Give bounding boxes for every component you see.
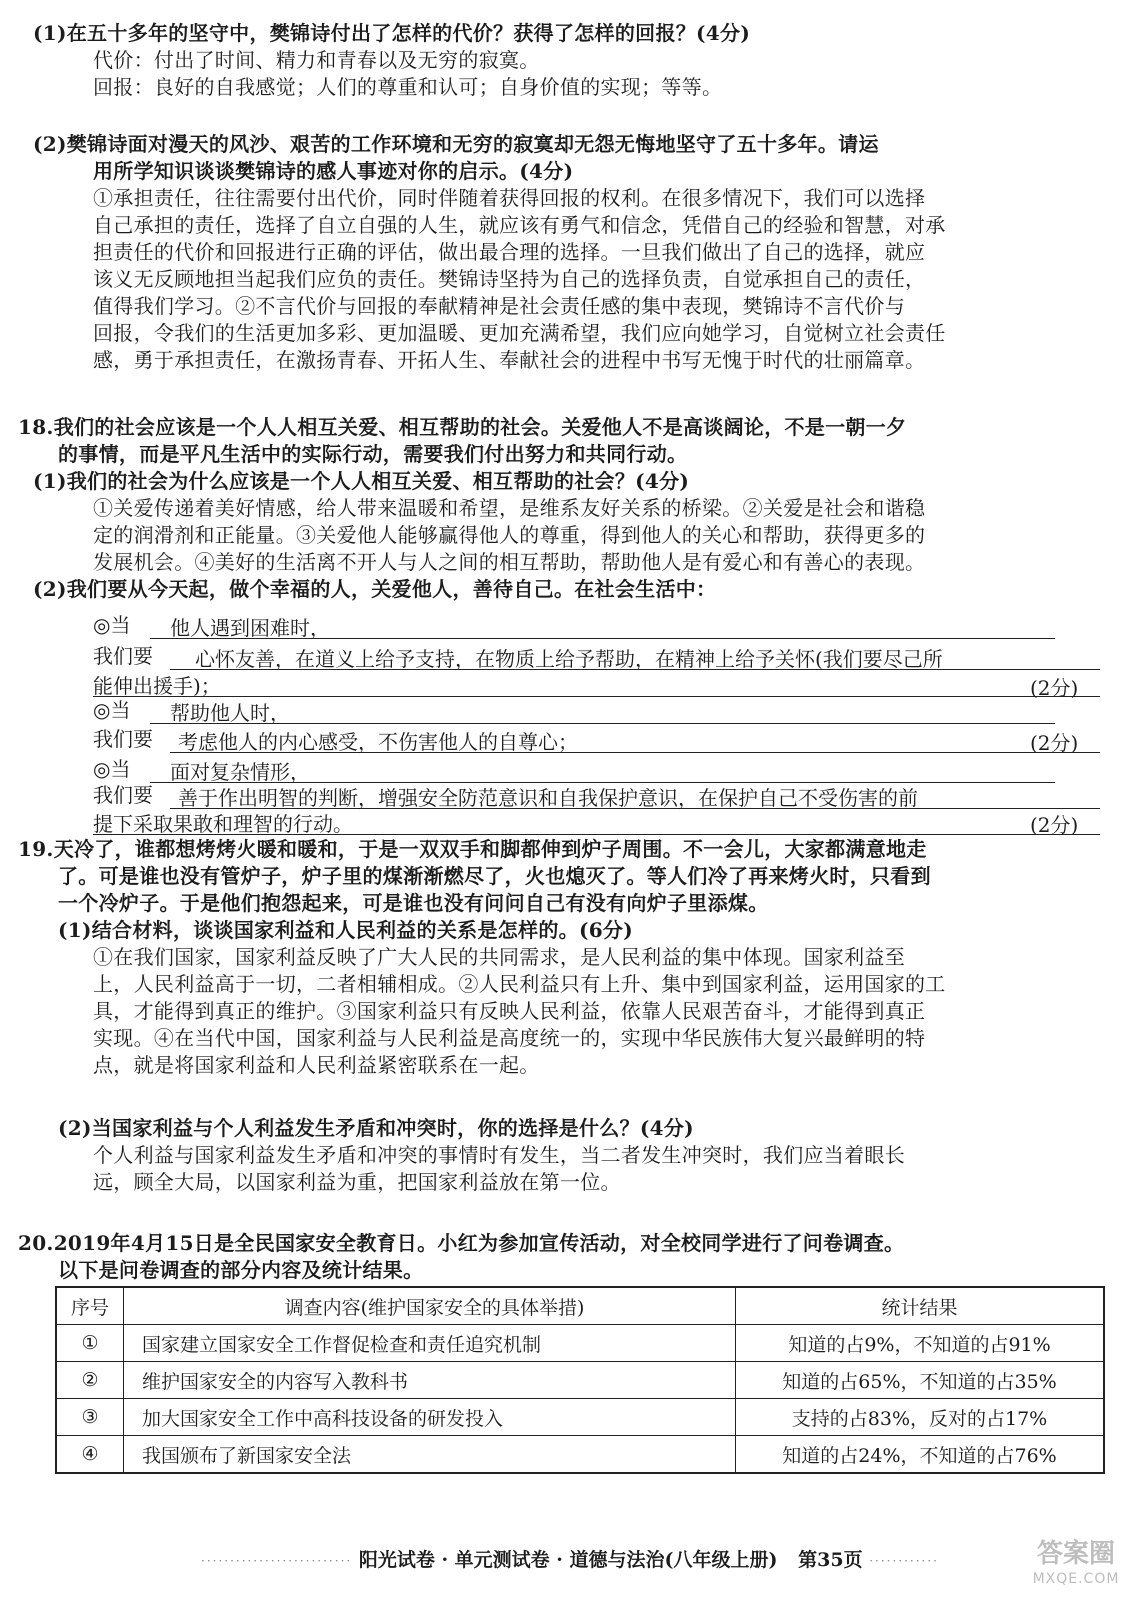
row-number: ③ [56,1399,124,1436]
q20-stem-line: 20.2019年4月15日是全民国家安全教育日。小红为参加宣传活动，对全校同学进行了问卷调查。 [18,1231,905,1255]
q19-p2-question: (2)当国家利益与个人利益发生矛盾和冲突时，你的选择是什么？(4分) [58,1116,694,1140]
q18-p1-answer-line: 定的润滑剂和正能量。③关爱他人能够赢得他人的尊重，得到他人的关心和帮助，获得更多的 [93,523,926,547]
survey-content: 维护国家安全的内容写入教科书 [124,1362,736,1399]
q17-p2-answer-line: 自己承担的责任，选择了自立自强的人生，就应该有勇气和信念，凭借自己的经验和智慧，对承 [93,213,946,237]
we-label: 我们要 [93,783,153,807]
score-label: (2分) [1030,731,1079,755]
q19-stem-line: 了。可是谁也没有管炉子，炉子里的煤渐渐燃尽了，火也熄灭了。等人们冷了再来烤火时，只看到 [58,864,931,888]
row-number: ① [56,1325,124,1362]
q17-p2-answer-line: 担责任的代价和回报进行正确的评估，做出最合理的选择。一旦我们做出了自己的选择，就应 [93,240,926,264]
q18-stem-line: 的事情，而是平凡生活中的实际行动，需要我们付出努力和共同行动。 [58,442,688,466]
q17-p2-question-line: 用所学知识谈谈樊锦诗的感人事迹对你的启示。(4分) [93,159,574,183]
row-number: ④ [56,1436,124,1474]
we-text: 善于作出明智的判断，增强安全防范意识和自我保护意识，在保护自己不受伤害的前 [178,786,918,810]
when-text: 他人遇到困难时， [170,616,330,640]
q17-p1-answer-line: 回报：良好的自我感觉；人们的尊重和认可；自身价值的实现；等等。 [93,75,723,99]
q19-p1-answer-line: ①在我们国家，国家利益反映了广大人民的共同需求，是人民利益的集中体现。国家利益至 [93,945,905,969]
survey-result: 知道的占24%，不知道的占76% [736,1436,1105,1474]
q17-p1-question: (1)在五十多年的坚守中，樊锦诗付出了怎样的代价？获得了怎样的回报？(4分) [33,21,751,45]
score-label: (2分) [1030,676,1079,700]
q17-p2-answer-line: 值得我们学习。②不言代价与回报的奉献精神是社会责任感的集中表现，樊锦诗不言代价与 [93,294,905,318]
survey-content: 国家建立国家安全工作督促检查和责任追究机制 [124,1325,736,1362]
q19-p1-answer-line: 上，人民利益高于一切，二者相辅相成。②人民利益只有上升、集中到国家利益，运用国家的工 [93,972,946,996]
survey-result: 知道的占9%，不知道的占91% [736,1325,1105,1362]
q17-p2-answer-line: 回报，令我们的生活更加多彩、更加温暖、更加充满希望，我们应向她学习，自觉树立社会责任 [93,321,946,345]
q19-p1-question: (1)结合材料，谈谈国家利益和人民利益的关系是怎样的。(6分) [58,918,633,942]
when-text: 面对复杂情形， [170,760,310,784]
table-row [56,1325,1104,1362]
table-header-row [56,1287,1104,1325]
survey-result: 知道的占65%，不知道的占35% [736,1362,1105,1399]
answer-underline [150,756,1055,783]
we-label: 我们要 [93,644,153,668]
answer-underline [150,697,1055,724]
q18-p1-answer-line: ①关爱传递着美好情感，给人带来温暖和希望，是维系友好关系的桥梁。②关爱是社会和谐稳 [93,496,926,520]
q18-p1-question: (1)我们的社会为什么应该是一个人人相互关爱、相互帮助的社会？(4分) [33,469,690,493]
survey-content: 加大国家安全工作中高科技设备的研发投入 [124,1399,736,1436]
we-text: 考虑他人的内心感受，不伤害他人的自尊心； [178,730,578,754]
q19-stem-line: 一个冷炉子。于是他们抱怨起来，可是谁也没有问问自己有没有向炉子里添煤。 [58,891,769,915]
when-label: ◎当 [93,698,131,722]
q17-p1-answer-line: 代价：付出了时间、精力和青春以及无穷的寂寞。 [93,48,540,72]
q17-p2-answer-line: ①承担责任，往往需要付出代价，同时伴随着获得回报的权利。在很多情况下，我们可以选择 [93,186,926,210]
q18 [18,414,925,603]
we-text: 心怀友善，在道义上给予支持，在物质上给予帮助，在精神上给予关怀(我们要尽己所 [195,647,943,671]
we-text-cont: 提下采取果敢和理智的行动。 [93,812,353,836]
table-row [56,1362,1104,1399]
watermark-logo [1021,1538,1131,1596]
answer-underline [150,612,1055,639]
page-number: 第35页 [798,1549,863,1571]
q19-p2-answer-line: 个人利益与国家利益发生矛盾和冲突的事情时有发生，当二者发生冲突时，我们应当着眼长 [93,1143,905,1167]
answer-underline [170,643,1100,670]
q18-stem-line: 18.我们的社会应该是一个人人相互关爱、相互帮助的社会。关爱他人不是高谈阔论，不是一朝一夕 [18,415,907,439]
answer-underline [170,726,1100,753]
q19-part2 [58,1115,905,1196]
when-label: ◎当 [93,757,131,781]
q17-part1 [33,20,750,101]
q19-p1-answer-line: 具，才能得到真正的维护。③国家利益只有反映人民利益，依靠人民艰苦奋斗，才能得到真正 [93,999,926,1023]
when-text: 帮助他人时， [170,701,290,725]
q17-p2-answer-line: 感，勇于承担责任，在激扬青春、开拓人生、奉献社会的进程中书写无愧于时代的壮丽篇章。 [93,348,926,372]
column-header: 统计结果 [736,1287,1105,1325]
survey-table [55,1286,1105,1474]
q17-part2 [33,131,946,374]
q19 [18,836,946,1079]
we-text-cont: 能伸出援手)； [93,674,221,698]
table-row [56,1399,1104,1436]
when-label: ◎当 [93,613,131,637]
answer-underline [93,670,1100,697]
q19-p2-answer-line: 远，顾全大局，以国家利益为重，把国家利益放在第一位。 [93,1170,621,1194]
q20-stem-line: 以下是问卷调查的部分内容及统计结果。 [58,1258,424,1282]
survey-content: 我国颁布了新国家安全法 [124,1436,736,1474]
footer-text: 阳光试卷 · 单元测试卷 · 道德与法治(八年级上册) [358,1549,778,1571]
watermark-main: 答案圈 [1036,1539,1115,1569]
watermark-sub: MXQE.COM [1032,1571,1120,1587]
row-number: ② [56,1362,124,1399]
q17-p2-question-line: (2)樊锦诗面对漫天的风沙、艰苦的工作环境和无穷的寂寞却无怨无悔地坚守了五十多年。请运 [33,132,879,156]
q19-stem-line: 19.天冷了，谁都想烤烤火暖和暖和，于是一双双手和脚都伸到炉子周围。不一会儿，大家都满意地走 [18,837,927,861]
footer-dots-right: ············ [869,1554,939,1568]
q18-p1-answer-line: 发展机会。④美好的生活离不开人与人之间的相互帮助，帮助他人是有爱心和有善心的表现。 [93,550,926,574]
answer-underline [170,782,1100,809]
q20 [18,1230,904,1284]
column-header: 序号 [56,1287,124,1325]
q17-p2-answer-line: 该义无反顾地担当起我们应负的责任。樊锦诗坚持为自己的选择负责，自觉承担自己的责任， [93,267,926,291]
table-row [56,1436,1104,1474]
footer-dots-left: ·························· [201,1554,353,1568]
answer-underline [93,808,1100,835]
page-footer [60,1545,1080,1572]
we-label: 我们要 [93,727,153,751]
score-label: (2分) [1030,813,1079,837]
q19-p1-answer-line: 实现。④在当代中国，国家利益与人民利益是高度统一的，实现中华民族伟大复兴最鲜明的特 [93,1026,926,1050]
q18-p2-question: (2)我们要从今天起，做个幸福的人，关爱他人，善待自己。在社会生活中： [33,577,717,601]
survey-result: 支持的占83%，反对的占17% [736,1399,1105,1436]
q19-p1-answer-line: 点，就是将国家利益和人民利益紧密联系在一起。 [93,1053,540,1077]
column-header: 调查内容(维护国家安全的具体举措) [124,1287,736,1325]
